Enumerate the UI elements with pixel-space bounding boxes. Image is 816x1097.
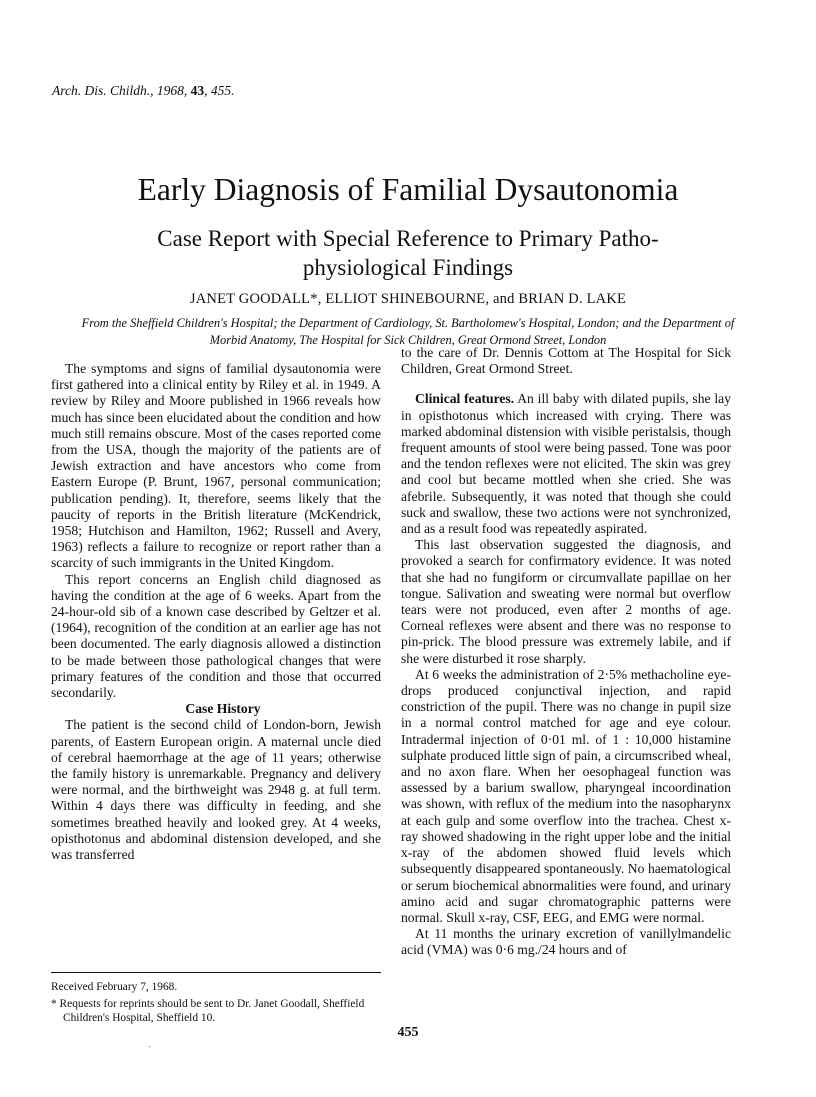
received-date: Received February 7, 1968. — [51, 981, 178, 993]
footnotes — [51, 980, 386, 1025]
tests-paragraph: At 6 weeks the administration of 2·5% methacholine eye-drops produced conjunctival injection, and rapid constriction of the pupil. There was no change in pupil size in a normal control matched for age and eye colour. Intradermal injection of 0·01 ml. of 1 : 10,000 histamine sulphate produced little sign of pain, a circumscribed wheal, and no axon flare. When her oesophageal function was assessed by a barium swallow, pharyngeal incoordination was shown, with reflux of the medium into the nasopharynx at each gulp and some overflow into the trachea. Chest x-ray showed shadowing in the right upper lobe and the initial x-ray of the abdomen showed fluid levels which subsequently disappeared spontaneously. No haematological or serum biochemical abnormalities were found, and urinary amino acid and sugar chromatographic patterns were normal. Skull x-ray, CSF, EEG, and EMG were normal. — [401, 666, 731, 925]
case-history-paragraph: The patient is the second child of London-born, Jewish parents, of Eastern European origin. A maternal uncle died of cerebral haemorrhage at the age of 11 years; otherwise the family history is unremarkable. Pregnancy and delivery were normal, and the birthweight was 2948 g. at full term. Within 4 days there was difficulty in feeding, and she sometimes breathed heavily and looked grey. At 4 weeks, opisthotonus and abdominal distension developed, and she was transferred — [51, 717, 381, 863]
vma-paragraph: At 11 months the urinary excretion of vanillylmandelic acid (VMA) was 0·6 mg./24 hours and of — [401, 926, 731, 958]
reprint-request-note: * Requests for reprints should be sent to Dr. Janet Goodall, Sheffield Children's Hospital, Sheffield 10. — [51, 998, 365, 1024]
author-list: JANET GOODALL*, ELLIOT SHINEBOURNE, and BRIAN D. LAKE — [189, 291, 627, 307]
case-history-heading: Case History — [185, 701, 261, 717]
continuation-paragraph: to the care of Dr. Dennis Cottom at The Hospital for Sick Children, Great Ormond Street. — [401, 345, 731, 377]
right-column — [401, 345, 731, 959]
intro-paragraph-2: This report concerns an English child diagnosed as having the condition at the age of 6 weeks. Apart from the 24-hour-old sib of a known case described by Geltzer et al. (1964), recognition of the condition at an earlier age has not been documented. The early diagnosis allowed a distinction to be made between those pathological changes that were primary features of the condition and those that occurred secondarily. — [51, 571, 381, 701]
clinical-features-paragraph — [401, 391, 731, 537]
footnote-divider — [51, 972, 381, 973]
article-title: Early Diagnosis of Familial Dysautonomia — [137, 172, 679, 207]
journal-name: Arch. Dis. Childh. — [52, 83, 151, 98]
citation-page: , 455. — [204, 83, 235, 98]
clinical-features-heading: Clinical features. — [415, 391, 515, 407]
left-column — [51, 361, 381, 863]
clinical-features-text: An ill baby with dilated pupils, she lay in opisthotonus which increased with crying. There was marked abdominal distension with visible peristalsis, though frequent amounts of stool were being passed. Tone was poor and the tendon reflexes were not elicited. The skin was grey and cool but became mottled when she cried. She was afebrile. Subsequently, it was noted that though she could suck and swallow, these two actions were not synchronized, and as a result food was repeatedly aspirated. — [401, 391, 732, 537]
intro-paragraph-1: The symptoms and signs of familial dysautonomia were first gathered into a clinical entity by Riley et al. in 1949. A review by Riley and Moore published in 1966 reveals how much has since been elucidated about the condition and how much still remains obscure. Most of the cases reported come from the USA, though the majority of the patients are of Jewish extraction and have ancestors who come from Eastern Europe (P. Brunt, 1967, personal communication; publication pending). It, therefore, seems likely that the paucity of reports in the British literature (McKendrick, 1958; Hutchison and Hamilton, 1962; Russell and Avery, 1963) reflects a failure to recognize or report rather than a scarcity of such immigrants in the United Kingdom. — [51, 361, 381, 571]
citation-year: , 1968, — [150, 83, 191, 98]
article-subtitle: Case Report with Special Reference to Primary Patho-physiological Findings — [157, 226, 659, 280]
page-number: 455 — [397, 1025, 419, 1040]
diagnosis-paragraph: This last observation suggested the diagnosis, and provoked a search for confirmatory evidence. It was noted that she had no fungiform or circumvallate papillae on her tongue. Salivation and sweating were normal but overflow tears were not produced, even after 2 months of age. Corneal reflexes were absent and there was no response to pin-prick. The blood pressure was extremely labile, and if she were disturbed it rose sharply. — [401, 537, 731, 666]
stray-mark: ˏ — [148, 1037, 152, 1048]
journal-citation — [52, 83, 235, 99]
citation-volume: 43 — [190, 83, 205, 98]
author-affiliation: From the Sheffield Children's Hospital; the Department of Cardiology, St. Bartholomew's Hospital, London; and the Department of Morbid Anatomy, The Hospital for Sick Children, Great Ormond Street, London — [81, 316, 735, 347]
